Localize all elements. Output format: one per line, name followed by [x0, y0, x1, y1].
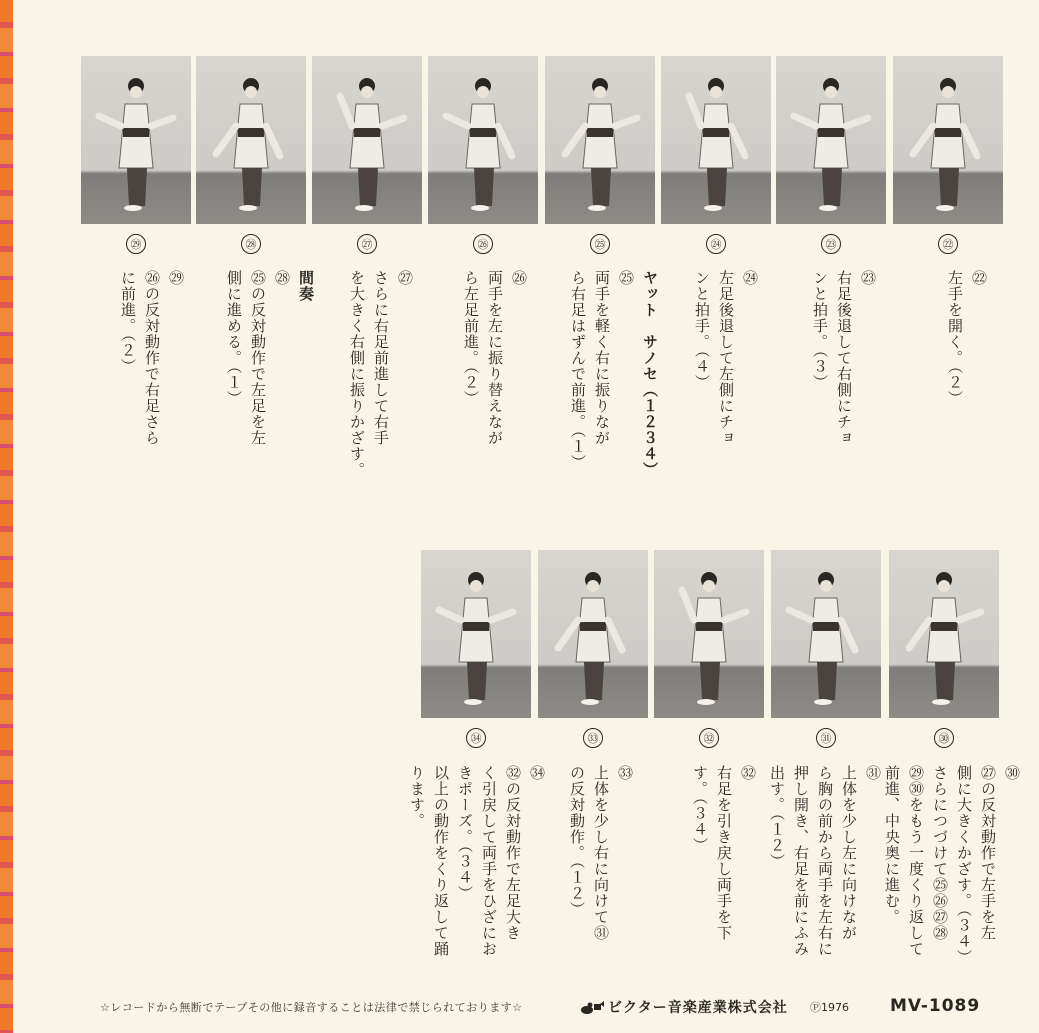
instruction-line: 側に進める。（１） — [225, 270, 243, 407]
dance-photo — [661, 56, 771, 224]
instruction-line: く引戻して両手をひざにお — [480, 765, 498, 957]
step-number: ㉕ — [590, 234, 610, 254]
instruction-line: さらにつづけて㉕㉖㉗㉘ — [931, 765, 949, 941]
instruction-line: ンと拍手。（４） — [693, 270, 711, 391]
step-instruction — [690, 270, 762, 446]
step-instruction — [765, 765, 885, 957]
catalog-number: MV-1089 — [890, 996, 981, 1016]
dancer-figure — [312, 56, 422, 224]
instruction-line: ㉖ — [510, 270, 528, 286]
dancer-figure — [893, 56, 1003, 224]
dance-photo — [428, 56, 538, 224]
step-instruction — [943, 270, 991, 407]
instruction-line: 左手を開く。（２） — [946, 270, 964, 407]
step-instruction — [345, 270, 417, 478]
instruction-line: 前進、中央奥に進む。 — [883, 765, 901, 925]
instruction-line: ㉛ — [864, 765, 882, 781]
dancer-figure — [771, 550, 881, 718]
instruction-line: す。（３４） — [691, 765, 709, 854]
step-instruction — [405, 765, 549, 957]
step-instruction — [566, 270, 662, 478]
instruction-line: ンと拍手。（３） — [811, 270, 829, 391]
instruction-line: 両手を左に振り替えなが — [486, 270, 504, 446]
instruction-line: ㉜の反対動作で左足大き — [504, 765, 522, 941]
step-instruction — [459, 270, 531, 446]
orange-border-strip — [0, 0, 13, 1033]
instruction-line: さらに右足前進して右手 — [372, 270, 390, 446]
instruction-line: ら右足はずんで前進。（１） — [569, 270, 587, 471]
step-number: ㉖ — [473, 234, 493, 254]
step-instruction — [565, 765, 637, 941]
step-number: ㉔ — [706, 234, 726, 254]
dance-photo — [771, 550, 881, 718]
dancer-figure — [654, 550, 764, 718]
dancer-figure — [81, 56, 191, 224]
instruction-line: 左足後退して左側にチョ — [717, 270, 735, 446]
step-number: ㉙ — [126, 234, 146, 254]
step-number: ㉚ — [934, 728, 954, 748]
instruction-line: ㉜ — [739, 765, 757, 781]
instruction-line: 間奏 — [297, 270, 315, 302]
step-number: ㉝ — [583, 728, 603, 748]
step-number: ㉜ — [699, 728, 719, 748]
instruction-line: ㉓ — [859, 270, 877, 286]
instruction-line: ㉕ — [617, 270, 635, 286]
step-number: ㉛ — [816, 728, 836, 748]
dance-photo — [421, 550, 531, 718]
instruction-line: ㉝ — [616, 765, 634, 781]
dancer-figure — [196, 56, 306, 224]
dancer-figure — [661, 56, 771, 224]
step-number: ㉗ — [357, 234, 377, 254]
instruction-line: ㉙ — [167, 270, 185, 286]
instruction-line: 押し開き、右足を前にふみ — [792, 765, 810, 957]
company-name: ビクター音楽産業株式会社 — [608, 1000, 788, 1016]
step-instruction — [808, 270, 880, 446]
step-instruction — [688, 765, 760, 941]
instruction-line: ㉒ — [970, 270, 988, 286]
instruction-line: 上体を少し左に向けなが — [840, 765, 858, 941]
dancer-figure — [776, 56, 886, 224]
instruction-line: ㉘ — [273, 270, 291, 286]
dancer-figure — [421, 550, 531, 718]
instruction-line: ㉗ — [396, 270, 414, 286]
copyright-notice: ☆レコードから無断でテープその他に録音することは法律で禁じられております☆ — [100, 1001, 523, 1014]
dancer-figure — [538, 550, 648, 718]
footer — [100, 996, 1000, 1020]
instruction-line: ら胸の前から両手を左右に — [816, 765, 834, 957]
instruction-line: ㉔ — [741, 270, 759, 286]
dance-photo — [893, 56, 1003, 224]
instruction-line: 出す。（１２） — [768, 765, 786, 870]
dancer-figure — [545, 56, 655, 224]
step-number: ㉞ — [466, 728, 486, 748]
step-instruction — [116, 270, 188, 446]
dance-photo — [196, 56, 306, 224]
instruction-line: 以上の動作をくり返して踊 — [432, 765, 450, 957]
instruction-line: ㉞ — [528, 765, 546, 781]
instruction-line: に前進。（２） — [119, 270, 137, 375]
instruction-line: ㉗の反対動作で左手を左 — [979, 765, 997, 941]
step-number: ㉒ — [938, 234, 958, 254]
dance-photo — [776, 56, 886, 224]
dancer-figure — [889, 550, 999, 718]
step-instruction — [880, 765, 1024, 966]
copyright-year: Ⓟ1976 — [810, 1001, 849, 1014]
instruction-line: ㉚ — [1003, 765, 1021, 781]
instruction-line: きポーズ。（３４） — [456, 765, 474, 902]
dance-photo — [81, 56, 191, 224]
instruction-line: ㉙㉚をもう一度くり返して — [907, 765, 925, 957]
instruction-line: 右足後退して右側にチョ — [835, 270, 853, 446]
instruction-line: 側に大きくかざす。（３４） — [955, 765, 973, 966]
dance-photo — [654, 550, 764, 718]
dance-photo — [538, 550, 648, 718]
instruction-line: の反対動作。（１２） — [568, 765, 586, 918]
instruction-line: ヤット サノセ（１２３４） — [641, 270, 659, 478]
instruction-line: 上体を少し右に向けて㉛ — [592, 765, 610, 941]
dancer-figure — [428, 56, 538, 224]
step-instruction — [222, 270, 318, 446]
instruction-line: 両手を軽く右に振りなが — [593, 270, 611, 446]
instruction-line: ら左足前進。（２） — [462, 270, 480, 407]
step-number: ㉓ — [821, 234, 841, 254]
victor-dog-logo-icon — [580, 1001, 604, 1015]
step-number: ㉘ — [241, 234, 261, 254]
instruction-line: ります。 — [408, 765, 426, 829]
dance-photo — [312, 56, 422, 224]
dance-photo — [889, 550, 999, 718]
instruction-line: を大きく右側に振りかざす。 — [348, 270, 366, 478]
instruction-line: ㉕の反対動作で左足を左 — [249, 270, 267, 446]
dance-photo — [545, 56, 655, 224]
instruction-line: 右足を引き戻し両手を下 — [715, 765, 733, 941]
instruction-line: ㉖の反対動作で右足さら — [143, 270, 161, 446]
